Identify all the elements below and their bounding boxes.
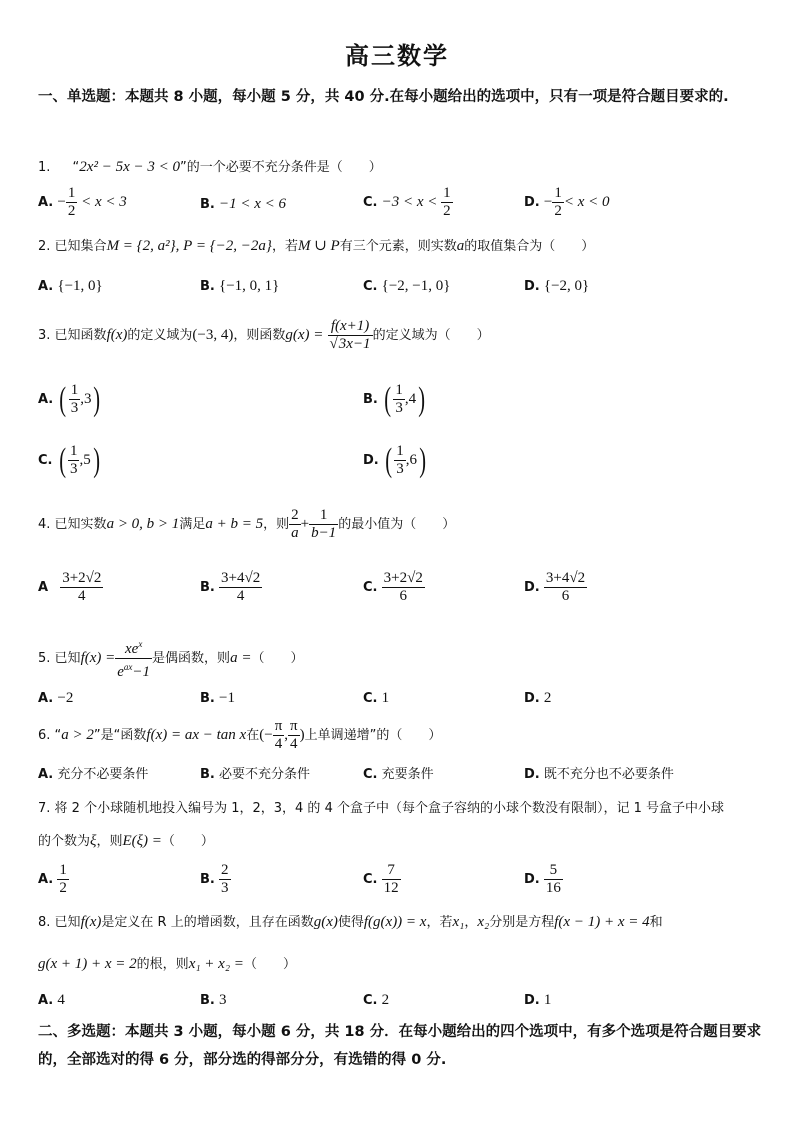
question-7-option-b[interactable]: B. $\frac{2}{3}$	[200, 862, 229, 896]
question-2-option-b[interactable]: B. {−1, 0, 1}	[200, 278, 280, 294]
section-heading-single-choice: 一、单选题：本题共 8 小题，每小题 5 分，共 40 分.在每小题给出的选项中，只有一项是符合题目要求的.	[38, 89, 729, 105]
question-2-option-d[interactable]: D. {−2, 0}	[524, 278, 590, 294]
question-1-stem: 1. “2x² − 5x − 3 < 0”的一个必要不充分条件是（ ）	[38, 159, 382, 175]
question-7-stem-line-2: 的个数为ξ，则E(ξ) =（ ）	[38, 833, 214, 849]
question-2-option-c[interactable]: C. {−2, −1, 0}	[363, 278, 451, 294]
question-4-option-c[interactable]: C. $\frac{3+2√2}{6}$	[363, 570, 423, 604]
question-1-option-b[interactable]: B. −1 < x < 6	[200, 196, 287, 212]
question-5-function-fraction: $\frac{xe^x}{e^{ax}-1}$	[115, 636, 152, 681]
question-8-option-c[interactable]: C. 2	[363, 992, 390, 1008]
question-7-stem-line-1: 7. 将 2 个小球随机地投入编号为 1，2，3，4 的 4 个盒子中（每个盒子容纳的小球个数没有限制），记 1 号盒子中小球	[38, 801, 725, 816]
question-8-stem-line-1: 8. 已知f(x)是定义在 R 上的增函数，且存在函数g(x)使得f(g(x)) = x，若x₁，x₂分别是方程f(x − 1) + x = 4和	[38, 914, 663, 930]
question-3-option-a[interactable]: A. ( $\frac{1}{3}$ ,3)	[38, 380, 101, 418]
question-8-option-b[interactable]: B. 3	[200, 992, 227, 1008]
question-6-option-c[interactable]: C. 充要条件	[363, 767, 434, 782]
question-4-option-b[interactable]: B. $\frac{3+4√2}{4}$	[200, 570, 261, 604]
question-3-option-b[interactable]: B. ( $\frac{1}{3}$ ,4)	[363, 380, 426, 418]
question-7-option-c[interactable]: C. $\frac{7}{12}$	[363, 862, 399, 896]
question-4-stem: 4. 已知实数a > 0, b > 1满足a + b = 5，则 $\frac{2}{a}$ + $\frac{1}{b-1}$ 的最小值为（ ）	[38, 507, 456, 541]
question-1-option-a[interactable]: A. − $\frac{1}{2}$ < x < 3	[38, 185, 127, 219]
question-1-option-d[interactable]: D. − $\frac{1}{2}$ < x < 0	[524, 185, 610, 219]
question-6-option-b[interactable]: B. 必要不充分条件	[200, 767, 311, 782]
question-1-option-c[interactable]: C. −3 < x < $\frac{1}{2}$	[363, 185, 451, 219]
question-7-option-a[interactable]: A. $\frac{1}{2}$	[38, 862, 67, 896]
question-8-option-a[interactable]: A. 4	[38, 992, 65, 1008]
question-6-option-d[interactable]: D. 既不充分也不必要条件	[524, 767, 674, 782]
question-5-stem: 5. 已知f(x) = $\frac{xe^x}{e^{ax}-1}$ 是偶函数，则a =（ ）	[38, 636, 303, 681]
question-5-option-b[interactable]: B. −1	[200, 690, 235, 706]
question-2-option-a[interactable]: A. {−1, 0}	[38, 278, 103, 294]
section-heading-multiple-choice: 二、多选题：本题共 3 小题，每小题 6 分，共 18 分．在每小题给出的四个选项中，有多个选项是符合题目要求的，全部选对的得 6 分，部分选的得部分分，有选错的得 0 分.	[38, 1024, 762, 1068]
question-6-stem: 6. “a > 2”是“函数f(x) = ax − tan x在(− $\frac{\pi}{4}$ , $\frac{\pi}{4}$ )上单调递增”的（ ）	[38, 718, 442, 752]
question-3-option-d[interactable]: D. ( $\frac{1}{3}$ ,6)	[363, 441, 427, 479]
question-1-number: 1.	[38, 160, 51, 175]
question-8-stem-line-2: g(x + 1) + x = 2的根，则x₁ + x₂ =（ ）	[38, 956, 296, 972]
question-4-option-d[interactable]: D. $\frac{3+4√2}{6}$	[524, 570, 586, 604]
question-7-option-d[interactable]: D. $\frac{5}{16}$	[524, 862, 561, 896]
page-title: 高三数学	[345, 42, 449, 70]
question-3-function-fraction: $\frac{f(x+1)}{√3x-1}$	[329, 318, 371, 352]
question-8-option-d[interactable]: D. 1	[524, 992, 552, 1008]
question-3-option-c[interactable]: C. ( $\frac{1}{3}$ ,5)	[38, 441, 100, 479]
question-5-option-a[interactable]: A. −2	[38, 690, 74, 706]
question-6-option-a[interactable]: A. 充分不必要条件	[38, 767, 149, 782]
question-3-stem: 3. 已知函数f(x)的定义域为(−3, 4)，则函数g(x) = $\frac{f(x+1)}{√3x-1}$ 的定义域为（ ）	[38, 318, 490, 352]
question-2-stem: 2. 已知集合M = {2, a²}, P = {−2, −2a}，若M ∪ P有三个元素，则实数a的取值集合为（ ）	[38, 238, 595, 254]
question-1-condition: 2x² − 5x − 3 < 0	[79, 159, 180, 175]
question-5-option-d[interactable]: D. 2	[524, 690, 552, 706]
question-5-option-c[interactable]: C. 1	[363, 690, 390, 706]
question-4-option-a[interactable]: A $\frac{3+2√2}{4}$	[38, 570, 102, 604]
